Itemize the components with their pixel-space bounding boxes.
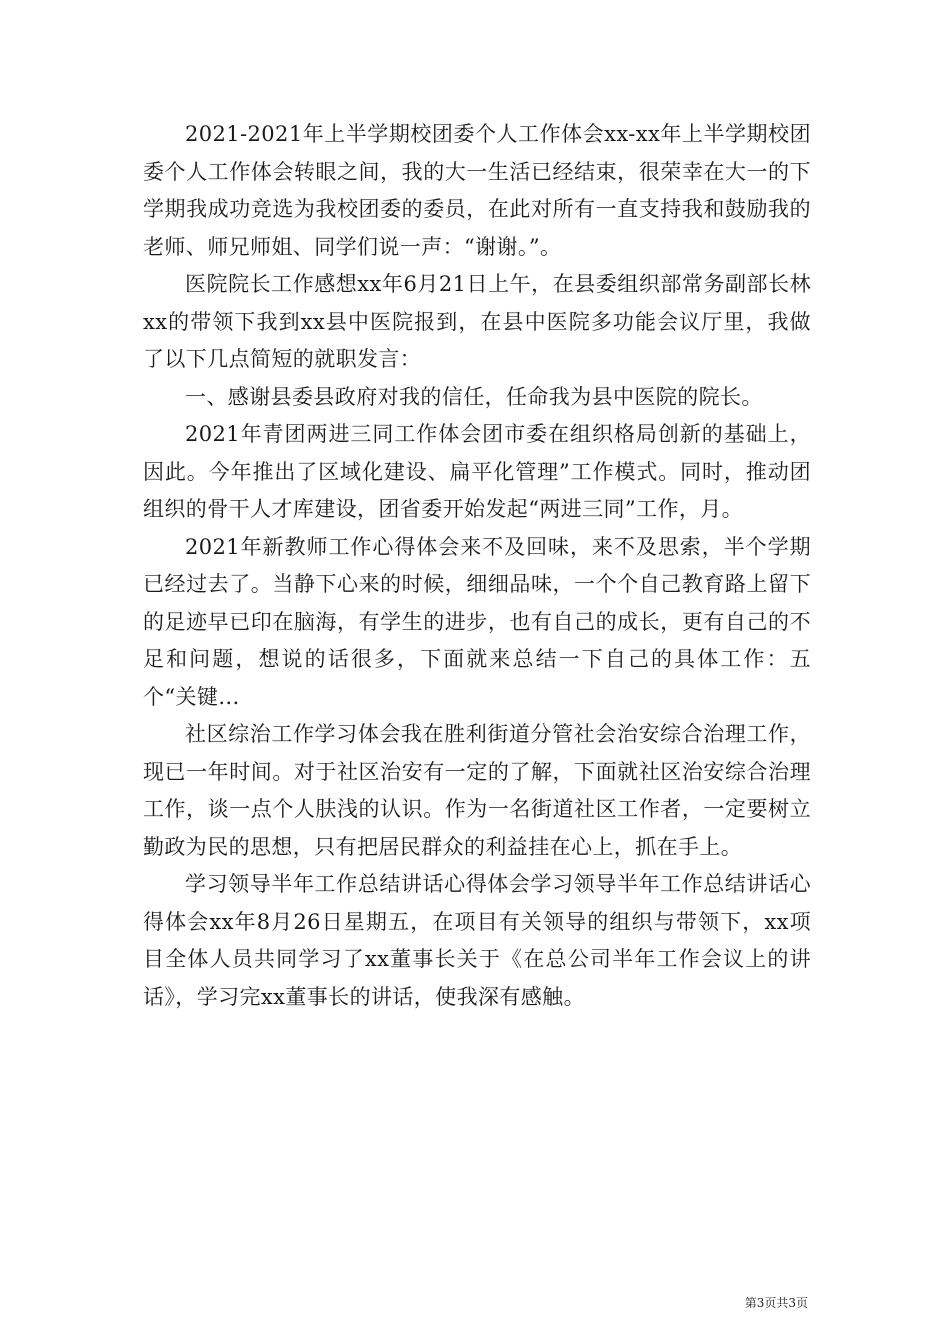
page-number-footer: 第3页共3页 (744, 1296, 808, 1310)
paragraph: 医院院长工作感想xx年6月21日上午，在县委组织部常务副部长林xx的带领下我到xx县中医院报到，在县中医院多功能会议厅里，我做了以下几点简短的就职发言： (143, 272, 811, 371)
paragraph: 一、感谢县委县政府对我的信任，任命我为县中医院的院长。 (185, 384, 763, 409)
paragraph: 学习领导半年工作总结讲话心得体会学习领导半年工作总结讲话心得体会xx年8月26日星期五，在项目有关领导的组织与带领下，xx项目全体人员共同学习了xx董事长关于《在总公司半年工作会议上的讲话》，学习完xx董事长的讲话，使我深有感触。 (143, 872, 811, 1009)
paragraph: 2021年青团两进三同工作体会团市委在组织格局创新的基础上，因此。今年推出了区域化建设、扁平化管理”工作模式。同时，推动团组织的骨干人才库建设，团省委开始发起“两进三同”工作，月。 (143, 422, 811, 521)
paragraph: 2021年新教师工作心得体会来不及回味，来不及思索，半个学期已经过去了。当静下心来的时候，细细品味，一个个自己教育路上留下的足迹早已印在脑海，有学生的进步，也有自己的成长，更有自己的不足和问题，想说的话很多，下面就来总结一下自己的具体工作：五个“关键... (143, 534, 811, 709)
paragraph: 2021-2021年上半学期校团委个人工作体会xx-xx年上半学期校团委个人工作体会转眼之间，我的大一生活已经结束，很荣幸在大一的下学期我成功竞选为我校团委的委员，在此对所有一直支持我和鼓励我的老师、师兄师姐、同学们说一声：“谢谢。”。 (143, 122, 811, 259)
document-body (143, 116, 811, 1016)
paragraph: 社区综治工作学习体会我在胜利街道分管社会治安综合治理工作，现已一年时间。对于社区治安有一定的了解，下面就社区治安综合治理工作，谈一点个人肤浅的认识。作为一名街道社区工作者，一定要树立勤政为民的思想，只有把居民群众的利益挂在心上，抓在手上。 (143, 722, 811, 859)
